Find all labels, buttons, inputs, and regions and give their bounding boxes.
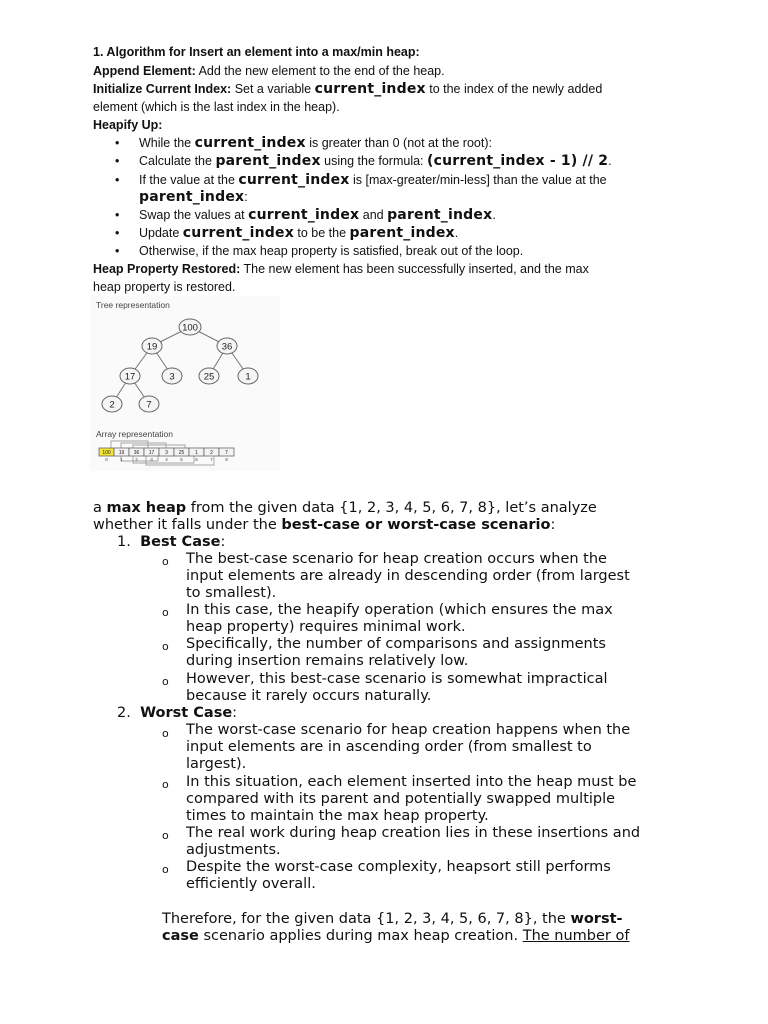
tree-node bbox=[199, 368, 219, 384]
best-case-item: Specifically, the number of comparisons and assignments during insertion remains relatively low. bbox=[186, 636, 606, 669]
append-element-line: Append Element: Add the new element to the end of the heap. bbox=[93, 64, 445, 78]
heap-figure bbox=[90, 296, 280, 471]
array-representation-title: Array representation bbox=[96, 429, 174, 439]
tree-node bbox=[142, 338, 162, 354]
list-marker: o bbox=[162, 829, 169, 842]
init-index-line-2: element (which is the last index in the heap). bbox=[93, 100, 340, 114]
svg-text:19: 19 bbox=[146, 341, 158, 353]
list-marker: o bbox=[162, 727, 169, 740]
svg-text:36: 36 bbox=[221, 341, 233, 353]
svg-text:2: 2 bbox=[109, 399, 115, 411]
list-marker: o bbox=[162, 863, 169, 876]
analysis-intro-line-2: whether it falls under the best-case or worst-case scenario: bbox=[93, 517, 556, 533]
svg-text:0: 0 bbox=[105, 457, 108, 462]
array-values bbox=[102, 450, 228, 456]
svg-text:36: 36 bbox=[133, 450, 140, 456]
svg-text:3: 3 bbox=[169, 371, 175, 383]
worst-case-item: The worst-case scenario for heap creation happens when the input elements are in ascending order (from smallest to largest). bbox=[186, 722, 631, 772]
svg-text:2: 2 bbox=[135, 457, 138, 462]
best-case-item: The best-case scenario for heap creation occurs when the input elements are already in descending order (from largest to smallest). bbox=[186, 551, 630, 601]
svg-text:17: 17 bbox=[124, 371, 136, 383]
init-index-line: Initialize Current Index: Set a variable current_index to the index of the newly added bbox=[93, 81, 603, 97]
svg-text:4: 4 bbox=[165, 457, 168, 462]
svg-text:3: 3 bbox=[165, 450, 168, 456]
list-marker: o bbox=[162, 778, 169, 791]
heap-restored-line-2: heap property is restored. bbox=[93, 280, 236, 294]
svg-text:8: 8 bbox=[225, 457, 228, 462]
tree-node bbox=[139, 396, 159, 412]
list-marker: o bbox=[162, 675, 169, 688]
svg-text:1: 1 bbox=[245, 371, 251, 383]
list-marker: o bbox=[162, 606, 169, 619]
tree-node bbox=[179, 319, 201, 335]
svg-text:25: 25 bbox=[203, 371, 215, 383]
list-marker: o bbox=[162, 555, 169, 568]
svg-text:5: 5 bbox=[180, 457, 183, 462]
tree-node bbox=[217, 338, 237, 354]
worst-case-item: The real work during heap creation lies in these insertions and adjustments. bbox=[186, 825, 641, 858]
best-case-item: In this case, the heapify operation (which ensures the max heap property) requires minimal work. bbox=[186, 602, 613, 635]
worst-case-heading: 2. Worst Case: bbox=[117, 705, 238, 721]
tree-node bbox=[120, 368, 140, 384]
tree-node bbox=[162, 368, 182, 384]
worst-case-item: Despite the worst-case complexity, heapsort still performs efficiently overall. bbox=[186, 859, 611, 892]
svg-text:1: 1 bbox=[195, 450, 198, 456]
svg-text:7: 7 bbox=[146, 399, 152, 411]
tree-node bbox=[102, 396, 122, 412]
tree-node bbox=[238, 368, 258, 384]
svg-text:1: 1 bbox=[120, 457, 123, 462]
svg-text:100: 100 bbox=[102, 450, 111, 456]
svg-text:2: 2 bbox=[210, 450, 213, 456]
svg-text:100: 100 bbox=[182, 322, 198, 334]
algorithm-title: 1. Algorithm for Insert an element into a max/min heap: bbox=[93, 45, 420, 59]
svg-text:17: 17 bbox=[148, 450, 155, 456]
best-case-item: However, this best-case scenario is somewhat impractical because it rarely occurs naturally. bbox=[186, 671, 608, 704]
svg-text:6: 6 bbox=[195, 457, 198, 462]
svg-text:19: 19 bbox=[118, 450, 125, 456]
heap-restored-line: Heap Property Restored: The new element has been successfully inserted, and the max bbox=[93, 262, 589, 276]
worst-case-item: In this situation, each element inserted into the heap must be compared with its parent and potentially swapped multiple times to maintain the max heap property. bbox=[186, 774, 637, 824]
best-case-heading: 1. Best Case: bbox=[117, 534, 226, 550]
tree-representation-title: Tree representation bbox=[96, 300, 170, 310]
svg-text:3: 3 bbox=[150, 457, 153, 462]
document-page: 1. Algorithm for Insert an element into a max/min heap: Append Element: Add the new element to the end of the heap. Initialize Current Index: Set a variable current_index to the index of the newly added element (which is the last index in the heap). Heapify Up: • While the current_index is greater than 0 (not at the root): • Calculate the parent_index using the formula: (current_index - 1) // 2. • If the value at the current_index is [max-greater/min-less] than the value at the parent_index: • Swap the values at current_index and parent_index. • Update current_index to be the parent_index. • Otherwise, if the max heap property is satisfied, break out of the loop. Heap Property Restored: The new element has been successfully inserted, and the max heap property is restored. Tree representation 100 19 36 17 3 25 1 2 7 Array representation 100 19 36 17 3 25 1 2 7 0 1 2 3 4 5 6 7 8 a max heap from the given data {1, 2, 3, 4, 5, 6, 7, 8}, let’s analyze whether it falls under the best-case or worst-case scenario: 1. Best Case: o The best-case scenario for heap creation occurs when the input elements are already in descending order (from largest to smallest). o In this case, the heapify operation (which ensures the max heap property) requires minimal work. o Specifically, the number of comparisons and assignments during insertion remains relatively low. o However, this best-case scenario is somewhat impractical because it rarely occurs naturally. 2. Worst Case: o The worst-case scenario for heap creation happens when the input elements are in ascending order (from smallest to largest). o In this situation, each element inserted into the heap must be compared with its parent and potentially swapped multiple times to maintain the max heap property. o The real work during heap creation lies in these insertions and adjustments. o Despite the worst-case complexity, heapsort still performs efficiently overall. Therefore, for the given data {1, 2, 3, 4, 5, 6, 7, 8}, the worst- case scenario applies during max heap creation. The number of bbox=[0, 0, 768, 1024]
list-marker: o bbox=[162, 640, 169, 653]
svg-text:7: 7 bbox=[225, 450, 228, 456]
svg-text:25: 25 bbox=[178, 450, 185, 456]
conclusion-paragraph: Therefore, for the given data {1, 2, 3, 4, 5, 6, 7, 8}, the worst- case scenario applies during max heap creation. The number of bbox=[162, 911, 630, 944]
analysis-intro: a max heap from the given data {1, 2, 3, 4, 5, 6, 7, 8}, let’s analyze bbox=[93, 500, 597, 516]
svg-text:7: 7 bbox=[210, 457, 213, 462]
heapify-up-label: Heapify Up: bbox=[93, 118, 163, 132]
